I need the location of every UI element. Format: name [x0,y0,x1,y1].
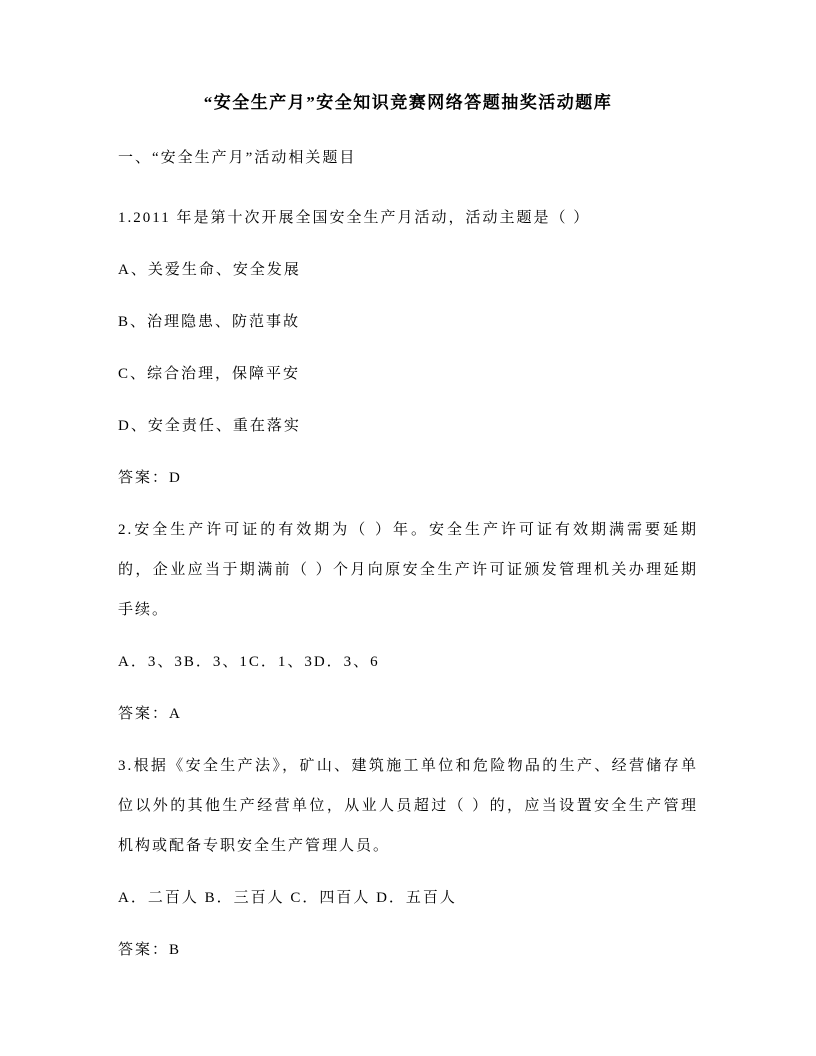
section-heading: 一、“安全生产月”活动相关题目 [118,150,357,166]
options-row: A．二百人 B．三百人 C．四百人 D．五百人 [118,890,457,906]
answer-text: 答案：B [118,942,182,958]
option-b: B、治理隐患、防范事故 [118,314,301,330]
option-d: D、安全责任、重在落实 [118,418,301,434]
page-title: “安全生产月”安全知识竞赛网络答题抽奖活动题库 [203,93,613,112]
question-block-1 [118,198,698,498]
question-block-3 [118,746,698,970]
question-block-2 [118,510,698,734]
answer-text: 答案：D [118,470,182,486]
answer-text: 答案：A [118,706,182,722]
question-text: 1.2011 年是第十次开展全国安全生产月活动，活动主题是（ ） [118,210,591,226]
option-a: A、关爱生命、安全发展 [118,262,301,278]
options-row: A．3、3B．3、1C．1、3D．3、6 [118,654,380,670]
option-c: C、综合治理，保障平安 [118,366,301,382]
question-text: 3.根据《安全生产法》，矿山、建筑施工单位和危险物品的生产、经营储存单位以外的其他生产经营单位，从业人员超过（ ）的，应当设置安全生产管理机构或配备专职安全生产管理人员。 [118,758,698,854]
question-text: 2.安全生产许可证的有效期为（ ）年。安全生产许可证有效期满需要延期的，企业应当于期满前（ ）个月向原安全生产许可证颁发管理机关办理延期手续。 [118,522,698,618]
